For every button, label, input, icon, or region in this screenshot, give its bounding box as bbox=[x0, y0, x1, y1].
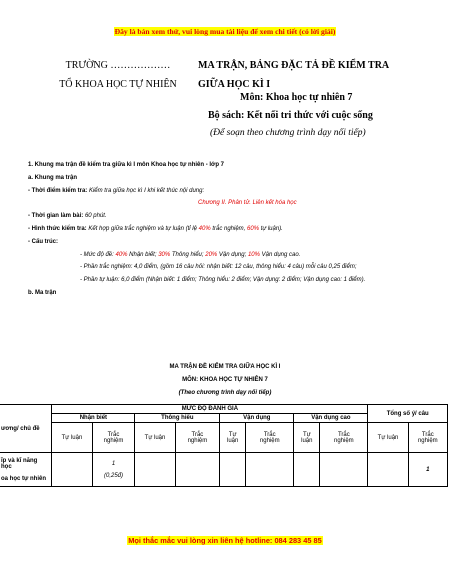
school-header bbox=[58, 56, 178, 94]
matrix-subject: MÔN: KHOA HỌC TỰ NHIÊN 7 bbox=[182, 377, 268, 383]
assessment-matrix-table bbox=[0, 404, 448, 487]
header-level-advanced: Vận dụng cao bbox=[294, 414, 368, 423]
row-total-mc: 1 bbox=[408, 453, 447, 487]
multiple-choice-line: - Phần trắc nghiệm: 4,0 điểm, (gồm 16 câu hỏi: nhận biết: 12 câu, thông hiểu: 4 câu) mỗi câu 0,25 điểm; bbox=[80, 264, 357, 271]
section-heading: 1. Khung ma trận đề kiểm tra giữa kì I môn Khoa học tự nhiên - lớp 7 bbox=[28, 162, 224, 168]
structure-label: - Cấu trúc: bbox=[28, 238, 58, 245]
hotline-notice: Mọi thắc mắc vui lòng xin liên hệ hotline: 084 283 45 85 bbox=[128, 536, 322, 545]
essay-line: - Phần tự luận: 6,0 điểm (Nhận biết: 1 điểm; Thông hiểu: 2 điểm; Vận dụng: 2 điểm; Vận dụng cao: 1 điểm). bbox=[80, 277, 366, 284]
header-level-understanding: Thông hiểu bbox=[135, 414, 220, 423]
exam-time-line: - Thời điểm kiểm tra: Kiểm tra giữa học kì I khi kết thúc nội dung: bbox=[28, 187, 205, 194]
subheader-essay: Tự luận bbox=[52, 423, 92, 453]
subject-line: Môn: Khoa học tự nhiên 7 bbox=[240, 92, 353, 103]
row-topic: ĩp và kĩ năng học oa học tự nhiên bbox=[0, 453, 52, 487]
exam-chapter: Chương II. Phân tử. Liên kết hóa học bbox=[198, 200, 297, 207]
header-levels: MỨC ĐỘ ĐÁNH GIÁ bbox=[52, 405, 368, 414]
subheader-mc: Trắc nghiệm bbox=[175, 423, 220, 453]
matrix-title: MA TRẬN ĐỀ KIỂM TRA GIỮA HỌC KÌ I bbox=[169, 364, 281, 370]
school-name: TRƯỜNG ……………… bbox=[65, 60, 171, 71]
duration-line: - Thời gian làm bài: 60 phút. bbox=[28, 213, 107, 220]
subheader-mc: Trắc nghiệm bbox=[246, 423, 294, 453]
table-row bbox=[0, 453, 448, 487]
header-total: Tổng số ý/ câu bbox=[368, 405, 448, 423]
header-topic: ương/ chủ đề bbox=[0, 405, 52, 453]
book-set-line: Bộ sách: Kết nối tri thức với cuộc sống bbox=[208, 110, 373, 121]
program-note: (Để soạn theo chương trình dạy nối tiếp) bbox=[210, 128, 366, 138]
title-line-1: MA TRẬN, BẢNG ĐẶC TẢ ĐỀ KIỂM TRA bbox=[198, 60, 390, 71]
department-name: TỔ KHOA HỌC TỰ NHIÊN bbox=[59, 79, 177, 90]
subheader-essay: Tự luận bbox=[220, 423, 246, 453]
row-recognition-mc: 1 (0,25đ) bbox=[92, 453, 135, 487]
subheader-essay: Tự luận bbox=[294, 423, 320, 453]
subheader-mc: Trắc nghiệm bbox=[408, 423, 447, 453]
subheader-mc: Trắc nghiệm bbox=[92, 423, 135, 453]
title-line-2: GIỮA HỌC KÌ I bbox=[198, 79, 271, 90]
subheader-mc: Trắc nghiệm bbox=[320, 423, 368, 453]
format-line: - Hình thức kiểm tra: Kết hợp giữa trắc nghiệm và tự luận (tỉ lệ 40% trắc nghiệm, 60% tự luận). bbox=[28, 225, 283, 232]
document-title bbox=[198, 56, 448, 94]
preview-notice: Đây là bản xem thử, vui lòng mua tài liệu để xem chi tiết (có lời giải) bbox=[114, 27, 336, 36]
header-level-application: Vận dụng bbox=[220, 414, 294, 423]
difficulty-levels: - Mức độ đề: 40% Nhận biết; 30% Thông hiểu; 20% Vận dụng; 10% Vận dụng cao. bbox=[80, 251, 301, 258]
subheader-essay: Tự luận bbox=[135, 423, 175, 453]
subheader-essay: Tự luận bbox=[368, 423, 408, 453]
header-level-recognition: Nhận biết bbox=[52, 414, 135, 423]
subsection-b: b. Ma trận bbox=[28, 289, 57, 296]
matrix-program: (Theo chương trình dạy nối tiếp) bbox=[178, 390, 272, 396]
subsection-a: a. Khung ma trận bbox=[28, 174, 78, 181]
section-1 bbox=[28, 159, 428, 300]
